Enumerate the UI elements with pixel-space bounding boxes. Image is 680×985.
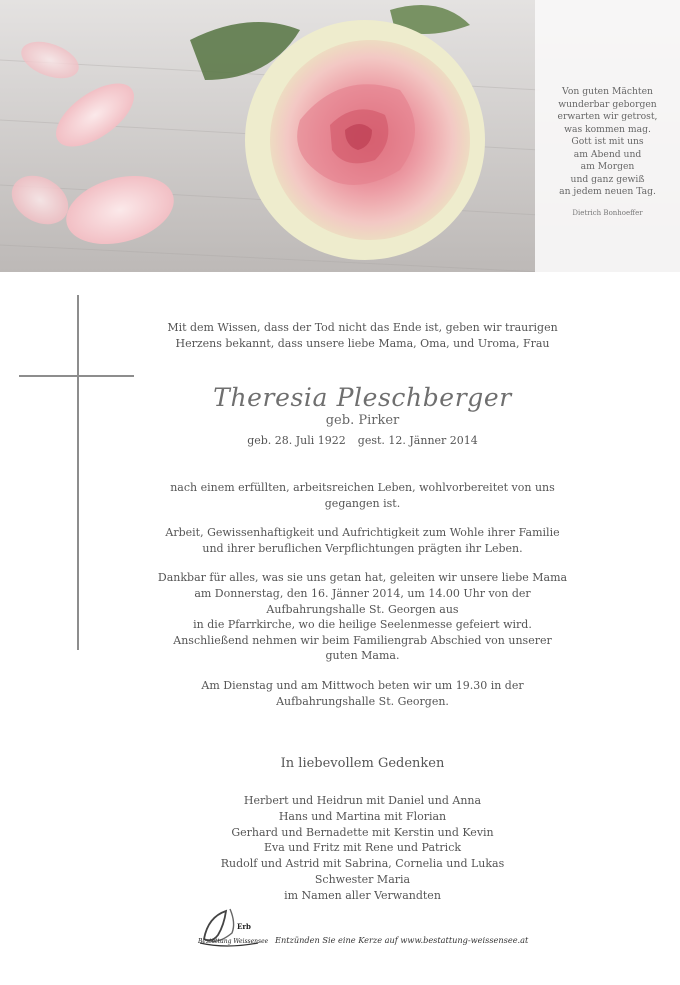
signer-line: Rudolf und Astrid mit Sabrina, Cornelia und Lukas xyxy=(220,857,505,871)
signer-line: im Namen aller Verwandten xyxy=(284,888,441,902)
signer-line: Hans und Martina mit Florian xyxy=(278,809,447,823)
paragraph-line: Dankbar für alles, was sie uns getan hat, geleiten wir unsere liebe Mama xyxy=(157,571,568,585)
quote-author: Dietrich Bonhoeffer xyxy=(572,208,643,217)
announcement-body xyxy=(140,480,585,723)
birth-date: geb. 28. Juli 1922 xyxy=(247,434,346,447)
quote-line: was kommen mag. xyxy=(564,123,651,135)
paragraph-line: Anschließend nehmen wir beim Familiengrab Abschied von unserer xyxy=(173,633,552,647)
quote-line: am Abend und xyxy=(573,148,642,160)
logo-subtitle: Bestattung Weissensee xyxy=(198,938,269,945)
quote-line: am Morgen xyxy=(580,161,635,172)
intro-text xyxy=(140,320,585,352)
life-dates xyxy=(140,434,585,447)
paragraph-line: Aufbahrungshalle St. Georgen aus xyxy=(266,602,459,616)
paragraph-line: und ihrer beruflichen Verpflichtungen prägten ihr Leben. xyxy=(202,541,523,555)
signer-line: Gerhard und Bernadette mit Kerstin und Kevin xyxy=(231,825,494,839)
paragraph-work xyxy=(140,525,585,556)
paragraph-line: nach einem erfüllten, arbeitsreichen Leben, wohlvorbereitet von uns xyxy=(170,481,555,494)
paragraph-life xyxy=(140,480,585,511)
quote xyxy=(538,86,677,219)
signers-list xyxy=(140,793,585,904)
paragraph-prayer xyxy=(140,678,585,709)
intro-line: Mit dem Wissen, dass der Tod nicht das Ende ist, geben wir traurigen xyxy=(167,321,558,334)
paragraph-line: Aufbahrungshalle St. Georgen. xyxy=(276,694,449,708)
maiden-name: geb. Pirker xyxy=(325,413,400,428)
paragraph-line: guten Mama. xyxy=(325,649,400,663)
header-photo xyxy=(0,0,680,272)
signer-line: Schwester Maria xyxy=(314,872,411,886)
death-date: gest. 12. Jänner 2014 xyxy=(357,434,478,447)
paragraph-line: Arbeit, Gewissenhaftigkeit und Aufrichtigkeit zum Wohle ihrer Familie xyxy=(165,526,560,540)
cross-vertical-bar xyxy=(77,295,79,650)
quote-line: erwarten wir getrost, xyxy=(557,111,658,122)
paragraph-funeral xyxy=(140,570,585,664)
candle-link-text: Entzünden Sie eine Kerze auf www.bestattung-weissensee.at xyxy=(275,935,529,945)
quote-line: Von guten Mächten xyxy=(562,86,653,97)
paragraph-line: Am Dienstag und am Mittwoch beten wir um 19.30 in der xyxy=(201,678,524,692)
signer-line: Herbert und Heidrun mit Daniel und Anna xyxy=(243,794,482,807)
quote-line: wunderbar geborgen xyxy=(558,98,657,110)
memory-heading: In liebevollem Gedenken xyxy=(280,756,445,771)
quote-line: und ganz gewiß xyxy=(570,173,645,185)
deceased-name: Theresia Pleschberger xyxy=(213,383,512,412)
signer-line: Eva und Fritz mit Rene und Patrick xyxy=(263,841,462,855)
quote-line: Gott ist mit uns xyxy=(571,136,644,147)
intro-line: Herzens bekannt, dass unsere liebe Mama, Oma, und Uroma, Frau xyxy=(175,337,550,350)
paragraph-line: am Donnerstag, den 16. Jänner 2014, um 14.00 Uhr von der xyxy=(194,586,531,600)
paragraph-line: in die Pfarrkirche, wo die heilige Seelenmesse gefeiert wird. xyxy=(193,618,532,632)
logo-wordmark: Erb xyxy=(237,922,251,931)
quote-line: an jedem neuen Tag. xyxy=(559,186,656,197)
paragraph-line: gegangen ist. xyxy=(324,496,401,510)
cross-horizontal-bar xyxy=(19,375,134,377)
